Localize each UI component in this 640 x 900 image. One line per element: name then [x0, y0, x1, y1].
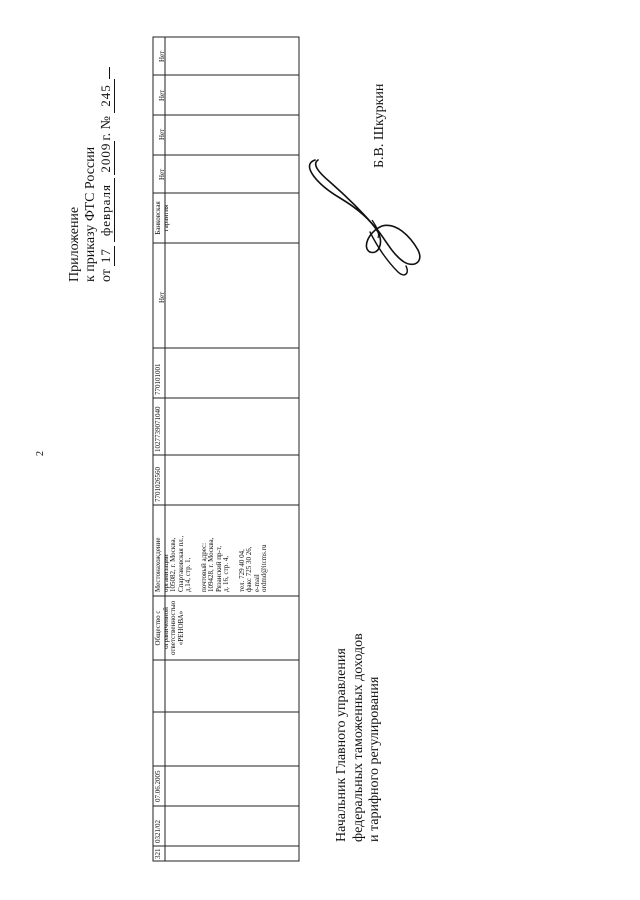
row-kpp: 770101001 [154, 363, 162, 395]
order-year-suffix: г. [99, 132, 114, 141]
row-col-net-3: Нет [158, 128, 166, 140]
row-address: Местонахождение организации 105082, г. Москва, Спартаковская пл., д.14, стр. 1, почтовый адрес: 109428, г. Москва, Рязанский пр-т, д. 16, стр. 4, тел. 729 40 04, факс 725 30 26, e-mail ordmd@itcms.ru [154, 535, 269, 592]
row-col-net-4: Нет [158, 89, 166, 101]
order-month: февраля [98, 178, 115, 242]
chief-title-line-2: федеральных таможенных доходов [350, 633, 366, 842]
row-index: 321 [154, 848, 162, 859]
row-guarantee: Банковская гарантия [154, 201, 170, 235]
chief-title-line-3: и тарифного регулирования [367, 676, 382, 842]
row-col-net-1: Нет [158, 291, 166, 303]
order-number: 245 [98, 79, 115, 113]
page-number: 2 [35, 451, 46, 456]
order-year: 2009 [98, 142, 113, 173]
row-col-net-2: Нет [158, 168, 166, 180]
chief-title-line-1: Начальник Главного управления [334, 648, 349, 842]
order-day: 17 [98, 246, 115, 266]
row-date: 07.06.2005 [154, 770, 162, 802]
signer-name: Б.В. Шкуркин [372, 83, 387, 168]
order-date-prefix: от [99, 269, 114, 282]
row-inn: 7701026560 [154, 467, 162, 502]
order-number-label: № [99, 116, 114, 130]
row-org-name: Общество с ограниченной ответственностью «РЕНОВА» [154, 600, 185, 655]
row-ogrn: 1027739071040 [154, 406, 162, 452]
row-col-net-5: Нет [158, 50, 166, 62]
appendix-title: Приложение [67, 206, 82, 282]
row-code: 0321/02 [154, 820, 162, 843]
appendix-order-ref: к приказу ФТС России [82, 146, 98, 282]
